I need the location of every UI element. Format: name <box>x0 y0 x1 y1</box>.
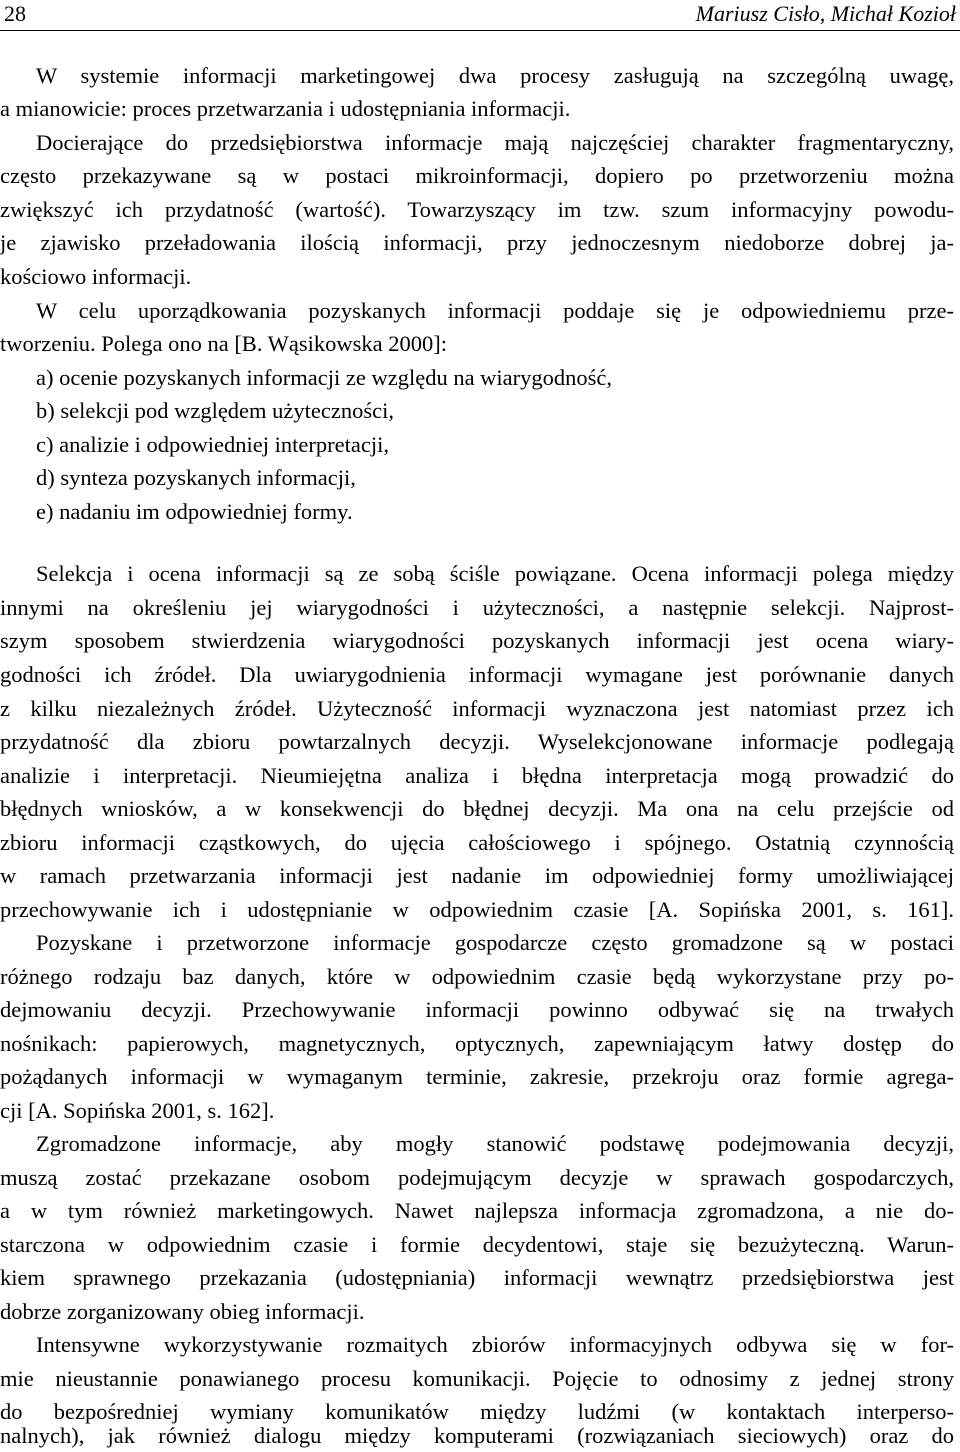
text-line: błędnych wniosków, a w konsekwencji do błędnej decyzji. Ma ona na celu przejście od <box>0 796 954 821</box>
text-line: Intensywne wykorzystywanie rozmaitych zbiorów informacyjnych odbywa się w for- <box>36 1332 954 1357</box>
text-line: W celu uporządkowania pozyskanych informacji poddaje się je odpowiedniemu prze- <box>36 298 954 323</box>
text-line: zbioru informacji cząstkowych, do ujęcia całościowego i spójnego. Ostatnią czynnością <box>0 830 954 855</box>
list-item: c) analizie i odpowiedniej interpretacji, <box>36 432 389 457</box>
list-item: b) selekcji pod względem użyteczności, <box>36 398 394 423</box>
text-line: Selekcja i ocena informacji są ze sobą ściśle powiązane. Ocena informacji polega między <box>36 561 954 586</box>
list-item: d) synteza pozyskanych informacji, <box>36 465 356 490</box>
text-line: innymi na określeniu jej wiarygodności i użyteczności, a następnie selekcji. Najprost- <box>0 595 954 620</box>
text-line: różnego rodzaju baz danych, które w odpowiednim czasie będą wykorzystane przy po- <box>0 964 954 989</box>
list-item: a) ocenie pozyskanych informacji ze względu na wiarygodność, <box>36 365 613 390</box>
text-line: dejmowaniu decyzji. Przechowywanie informacji powinno odbywać się na trwałych <box>0 997 954 1022</box>
text-line: szym sposobem stwierdzenia wiarygodności pozyskanych informacji jest ocena wiary- <box>0 628 954 653</box>
text-line: W systemie informacji marketingowej dwa procesy zasługują na szczególną uwagę, <box>36 63 954 88</box>
page-number: 28 <box>4 1 26 26</box>
text-line: je zjawisko przeładowania ilością informacji, przy jednoczesnym niedoborze dobrej ja- <box>0 230 954 255</box>
text-line: godności ich źródeł. Dla uwiarygodnienia informacji wymagane jest porównanie danych <box>0 662 954 687</box>
text-line: kiem sprawnego przekazania (udostępniania) informacji wewnątrz przedsiębiorstwa jest <box>0 1265 954 1290</box>
text-line: cji [A. Sopińska 2001, s. 162]. <box>0 1098 275 1123</box>
list-item: e) nadaniu im odpowiedniej formy. <box>36 499 353 524</box>
running-title: Mariusz Cisło, Michał Kozioł <box>695 1 956 26</box>
text-line: przechowywanie ich i udostępnianie w odpowiednim czasie [A. Sopińska 2001, s. 161]. <box>0 897 954 922</box>
text-line: w ramach przetwarzania informacji jest nadanie im odpowiedniej formy umożliwiającej <box>0 863 954 888</box>
text-line: nośnikach: papierowych, magnetycznych, optycznych, zapewniającym łatwy dostęp do <box>0 1031 954 1056</box>
header-rule <box>0 30 960 31</box>
text-line: muszą zostać przekazane osobom podejmującym decyzje w sprawach gospodarczych, <box>0 1165 954 1190</box>
text-line: tworzeniu. Polega ono na [B. Wąsikowska 2000]: <box>0 331 448 356</box>
text-line: dobrze zorganizowany obieg informacji. <box>0 1299 365 1324</box>
text-line: a mianowicie: proces przetwarzania i udostępniania informacji. <box>0 96 571 121</box>
text-line: a w tym również marketingowych. Nawet najlepsza informacja zgromadzona, a nie do- <box>0 1198 954 1223</box>
text-line: analizie i interpretacji. Nieumiejętna analiza i błędna interpretacja mogą prowadzić do <box>0 763 954 788</box>
text-line: przydatność dla zbioru powtarzalnych decyzji. Wyselekcjonowane informacje podlegają <box>0 729 954 754</box>
text-line: Zgromadzone informacje, aby mogły stanowić podstawę podejmowania decyzji, <box>36 1131 954 1156</box>
text-line: często przekazywane są w postaci mikroinformacji, dopiero po przetworzeniu można <box>0 163 954 188</box>
text-line: pożądanych informacji w wymaganym terminie, zakresie, przekroju oraz formie agrega- <box>0 1064 954 1089</box>
page-header <box>0 0 960 32</box>
text-line: mie nieustannie ponawianego procesu komunikacji. Pojęcie to odnosimy z jednej strony <box>0 1366 954 1391</box>
text-line: Pozyskane i przetworzone informacje gospodarcze często gromadzone są w postaci <box>36 930 954 955</box>
text-line: kościowo informacji. <box>0 264 192 289</box>
text-line: Docierające do przedsiębiorstwa informacje mają najczęściej charakter fragmentaryczny, <box>36 130 954 155</box>
text-line: z kilku niezależnych źródeł. Użyteczność informacji wyznaczona jest natomiast przez ich <box>0 696 954 721</box>
text-line: zwiększyć ich przydatność (wartość). Towarzyszący im tzw. szum informacyjny powodu- <box>0 197 954 222</box>
text-line: starczona w odpowiednim czasie i formie decydentowi, staje się bezużyteczną. Warun- <box>0 1232 954 1257</box>
text-line: do bezpośredniej wymiany komunikatów między ludźmi (w kontaktach interperso- <box>0 1399 954 1424</box>
text-line: nalnych), jak również dialogu między komputerami (rozwiązaniach sieciowych) oraz do <box>0 1423 954 1448</box>
